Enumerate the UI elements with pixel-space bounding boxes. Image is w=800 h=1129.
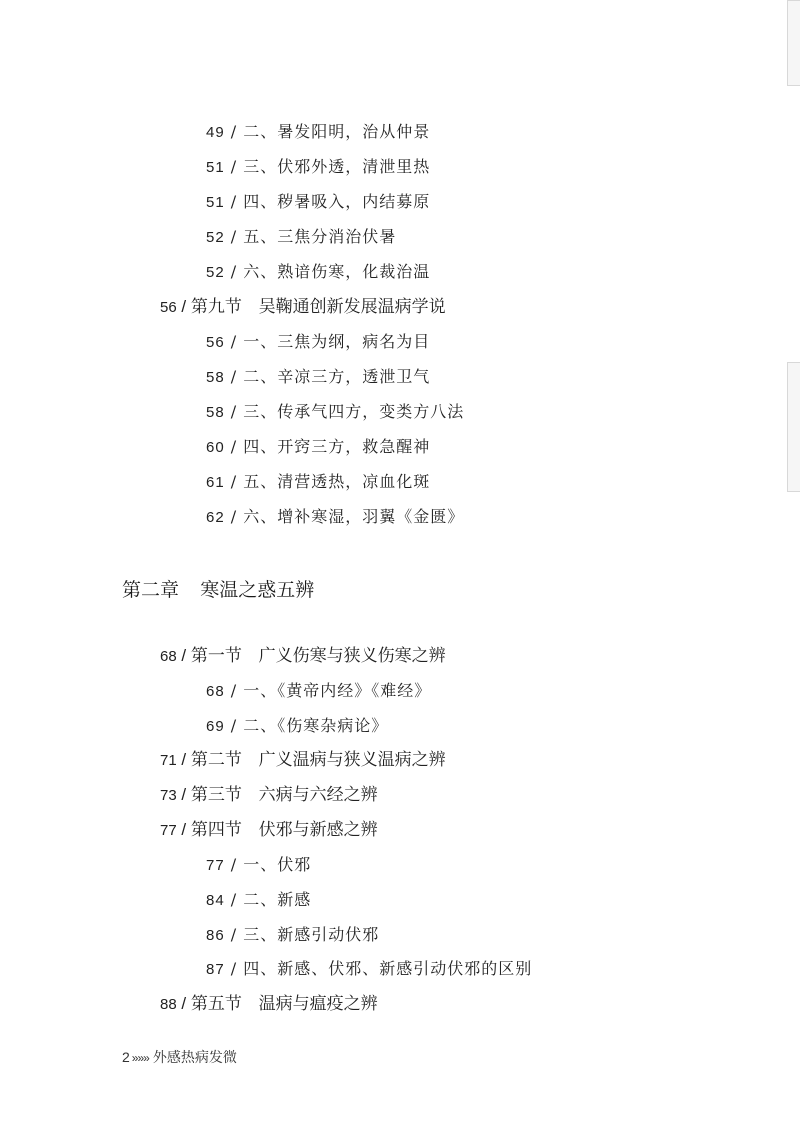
entry-title: 二、暑发阳明，治从仲景 — [243, 122, 431, 141]
footer-page-number: 2 — [122, 1049, 130, 1065]
separator: / — [230, 157, 238, 176]
section-label: 第一节 — [190, 646, 242, 665]
chapter-label: 第二章 — [122, 580, 180, 601]
section-title: 六病与六经之辨 — [258, 785, 378, 804]
page-number: 56 — [160, 299, 177, 316]
page-number: 68 — [160, 648, 177, 665]
toc-entry[interactable] — [206, 855, 311, 876]
entry-title: 四、开窍三方，救急醒神 — [243, 437, 431, 456]
toc-entry[interactable] — [206, 716, 388, 737]
toc-entry[interactable] — [206, 472, 430, 493]
toc-section-heading[interactable] — [160, 994, 378, 1015]
page-number: 56 — [206, 334, 225, 351]
separator: / — [230, 402, 238, 421]
section-label: 第四节 — [190, 820, 242, 839]
entry-title: 四、秽暑吸入，内结募原 — [243, 192, 431, 211]
page-number: 58 — [206, 404, 225, 421]
section-label: 第三节 — [190, 785, 242, 804]
page-number: 88 — [160, 996, 177, 1013]
section-title: 广义温病与狭义温病之辨 — [258, 750, 446, 769]
page-edge-tab-middle — [787, 362, 800, 492]
toc-section-heading[interactable] — [160, 646, 446, 667]
page-number: 52 — [206, 229, 225, 246]
section-label: 第九节 — [190, 297, 242, 316]
page-number: 52 — [206, 264, 225, 281]
page-number: 68 — [206, 683, 225, 700]
page-number: 51 — [206, 194, 225, 211]
toc-section-heading[interactable] — [160, 750, 446, 771]
toc-section-heading[interactable] — [160, 820, 378, 841]
page-number: 49 — [206, 124, 225, 141]
page-number: 62 — [206, 509, 225, 526]
entry-title: 六、增补寒湿，羽翼《金匮》 — [243, 507, 465, 526]
chevrons-right-icon: »»» — [131, 1051, 149, 1065]
toc-entry[interactable] — [206, 122, 430, 143]
toc-entry[interactable] — [206, 402, 464, 423]
toc-entry[interactable] — [206, 192, 430, 213]
entry-title: 五、三焦分消治伏暑 — [243, 227, 397, 246]
entry-title: 三、传承气四方，变类方八法 — [243, 402, 465, 421]
page-number: 84 — [206, 892, 225, 909]
toc-entry[interactable] — [206, 959, 532, 980]
toc-entry[interactable] — [206, 367, 430, 388]
entry-title: 五、清营透热，凉血化斑 — [243, 472, 431, 491]
section-label: 第五节 — [190, 994, 242, 1013]
separator: / — [230, 507, 238, 526]
page-number: 69 — [206, 718, 225, 735]
separator: / — [230, 437, 238, 456]
chapter-heading[interactable] — [122, 575, 314, 602]
separator: / — [181, 994, 187, 1013]
separator: / — [181, 646, 187, 665]
page-number: 58 — [206, 369, 225, 386]
toc-entry[interactable] — [206, 925, 379, 946]
toc-entry[interactable] — [206, 890, 311, 911]
separator: / — [230, 681, 238, 700]
toc-entry[interactable] — [206, 507, 464, 528]
separator: / — [230, 227, 238, 246]
page-edge-tab-top — [787, 0, 800, 86]
entry-title: 三、新感引动伏邪 — [243, 925, 380, 944]
separator: / — [230, 192, 238, 211]
separator: / — [181, 750, 187, 769]
entry-title: 一、三焦为纲，病名为目 — [243, 332, 431, 351]
page-number: 51 — [206, 159, 225, 176]
page-footer — [122, 1047, 237, 1067]
page-number: 87 — [206, 961, 225, 978]
separator: / — [230, 122, 238, 141]
entry-title: 一、《黄帝内经》《难经》 — [243, 681, 432, 700]
page-number: 86 — [206, 927, 225, 944]
chapter-title: 寒温之惑五辨 — [200, 580, 315, 601]
separator: / — [230, 925, 238, 944]
section-title: 伏邪与新感之辨 — [258, 820, 378, 839]
page-number: 61 — [206, 474, 225, 491]
separator: / — [181, 297, 187, 316]
section-title: 吴鞠通创新发展温病学说 — [258, 297, 446, 316]
entry-title: 四、新感、伏邪、新感引动伏邪的区别 — [243, 959, 533, 978]
separator: / — [230, 716, 238, 735]
toc-entry[interactable] — [206, 157, 430, 178]
section-label: 第二节 — [190, 750, 242, 769]
toc-entry[interactable] — [206, 332, 430, 353]
entry-title: 二、《伤寒杂病论》 — [243, 716, 389, 735]
separator: / — [230, 332, 238, 351]
page-number: 71 — [160, 752, 177, 769]
separator: / — [230, 472, 238, 491]
entry-title: 一、伏邪 — [243, 855, 312, 874]
section-title: 温病与瘟疫之辨 — [258, 994, 378, 1013]
separator: / — [181, 785, 187, 804]
page-number: 73 — [160, 787, 177, 804]
footer-book-title: 外感热病发微 — [152, 1049, 237, 1065]
toc-entry[interactable] — [206, 262, 430, 283]
toc-section-heading[interactable] — [160, 785, 378, 806]
toc-section-heading[interactable] — [160, 297, 446, 318]
separator: / — [230, 890, 238, 909]
page-number: 77 — [160, 822, 177, 839]
section-title: 广义伤寒与狭义伤寒之辨 — [258, 646, 446, 665]
page-number: 60 — [206, 439, 225, 456]
toc-entry[interactable] — [206, 437, 430, 458]
toc-entry[interactable] — [206, 681, 431, 702]
separator: / — [230, 367, 238, 386]
separator: / — [230, 959, 238, 978]
separator: / — [181, 820, 187, 839]
separator: / — [230, 855, 238, 874]
separator: / — [230, 262, 238, 281]
entry-title: 二、辛凉三方，透泄卫气 — [243, 367, 431, 386]
entry-title: 三、伏邪外透，清泄里热 — [243, 157, 431, 176]
toc-entry[interactable] — [206, 227, 396, 248]
entry-title: 二、新感 — [243, 890, 312, 909]
entry-title: 六、熟谙伤寒，化裁治温 — [243, 262, 431, 281]
page-number: 77 — [206, 857, 225, 874]
